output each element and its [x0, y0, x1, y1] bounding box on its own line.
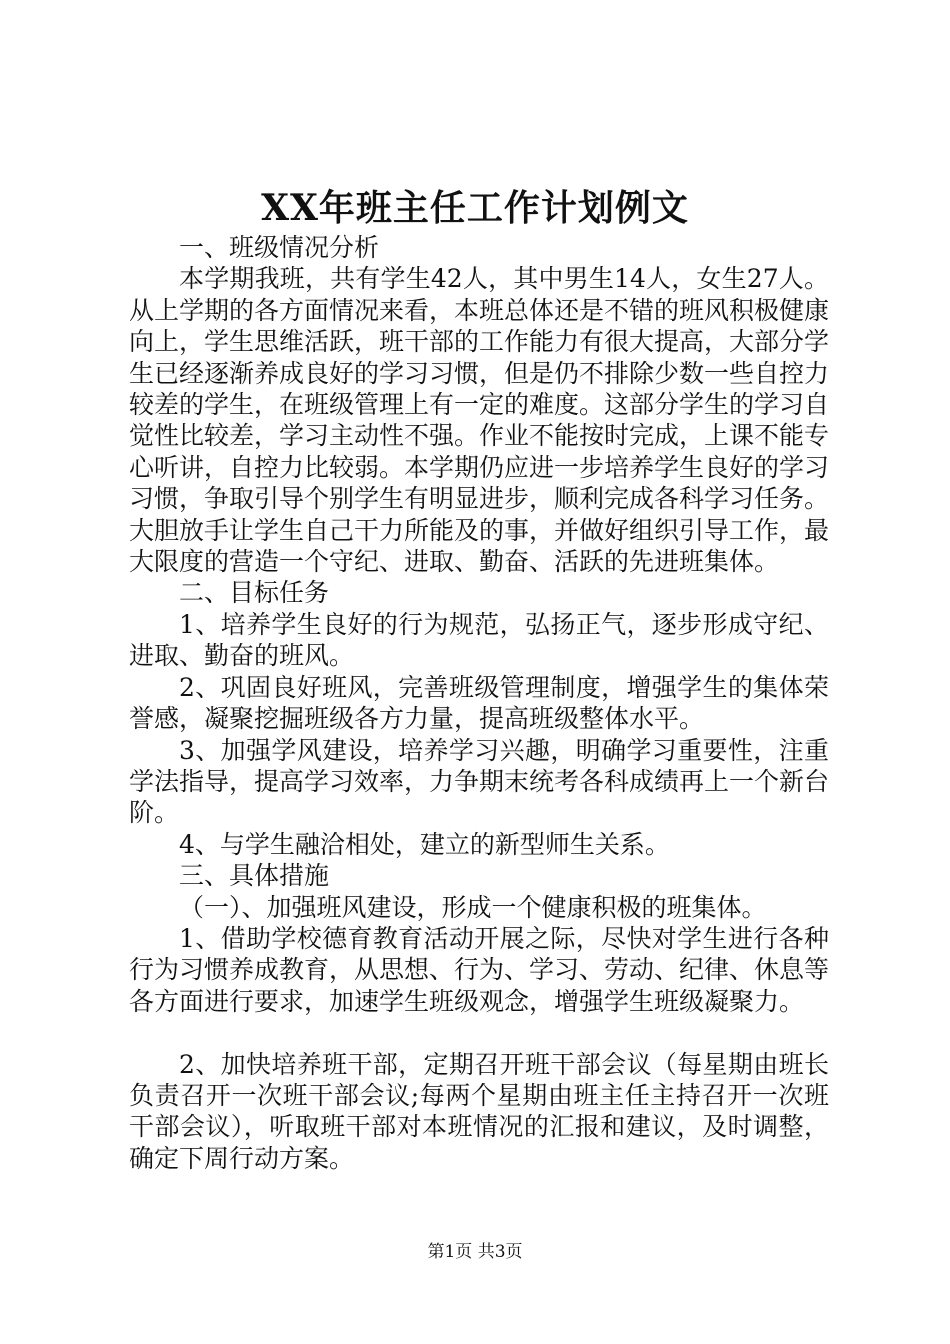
document-body	[129, 232, 829, 1174]
section-heading-measures: 三、具体措施	[179, 861, 330, 891]
paragraph-measure-1: 1、借助学校德育教育活动开展之际，尽快对学生进行各种行为习惯养成教育，从思想、行为、学习、劳动、纪律、休息等各方面进行要求，加速学生班级观念，增强学生班级凝聚力。	[129, 923, 830, 1016]
paragraph-measure-2: 2、加快培养班干部，定期召开班干部会议（每星期由班长负责召开一次班干部会议;每两个星期由班主任主持召开一次班干部会议），听取班干部对本班情况的汇报和建议，及时调整，确定下周行动方案。	[129, 1049, 829, 1173]
paragraph-goal-1: 1、培养学生良好的行为规范，弘扬正气，逐步形成守纪、进取、勤奋的班风。	[129, 609, 829, 671]
paragraph-goal-4: 4、与学生融洽相处，建立的新型师生关系。	[179, 829, 670, 859]
document-title: XX年班主任工作计划例文	[261, 187, 689, 229]
paragraph-class-analysis: 本学期我班，共有学生42人，其中男生14人，女生27人。从上学期的各方面情况来看，本班总体还是不错的班风积极健康向上，学生思维活跃，班干部的工作能力有很大提高，大部分学生已经逐渐养成良好的学习习惯，但是仍不排除少数一些自控力较差的学生，在班级管理上有一定的难度。这部分学生的学习自觉性比较差，学习主动性不强。作业不能按时完成，上课不能专心听讲，自控力比较弱。本学期仍应进一步培养学生良好的学习习惯，争取引导个别学生有明显进步，顺利完成各科学习任务。大胆放手让学生自己干力所能及的事，并做好组织引导工作，最大限度的营造一个守纪、进取、勤奋、活跃的先进班集体。	[129, 264, 830, 577]
subsection-heading-class-spirit: （一）、加强班风建设，形成一个健康积极的班集体。	[179, 892, 767, 922]
paragraph-goal-3: 3、加强学风建设，培养学习兴趣，明确学习重要性，注重学法指导，提高学习效率，力争期末统考各科成绩再上一个新台阶。	[129, 735, 830, 828]
section-heading-goals: 二、目标任务	[179, 578, 330, 608]
section-heading-class-analysis: 一、班级情况分析	[179, 233, 380, 262]
page-number: 第1页 共3页	[427, 1242, 523, 1262]
paragraph-goal-2: 2、巩固良好班风，完善班级管理制度，增强学生的集体荣誉感，凝聚挖掘班级各方力量，提高班级整体水平。	[129, 672, 829, 734]
